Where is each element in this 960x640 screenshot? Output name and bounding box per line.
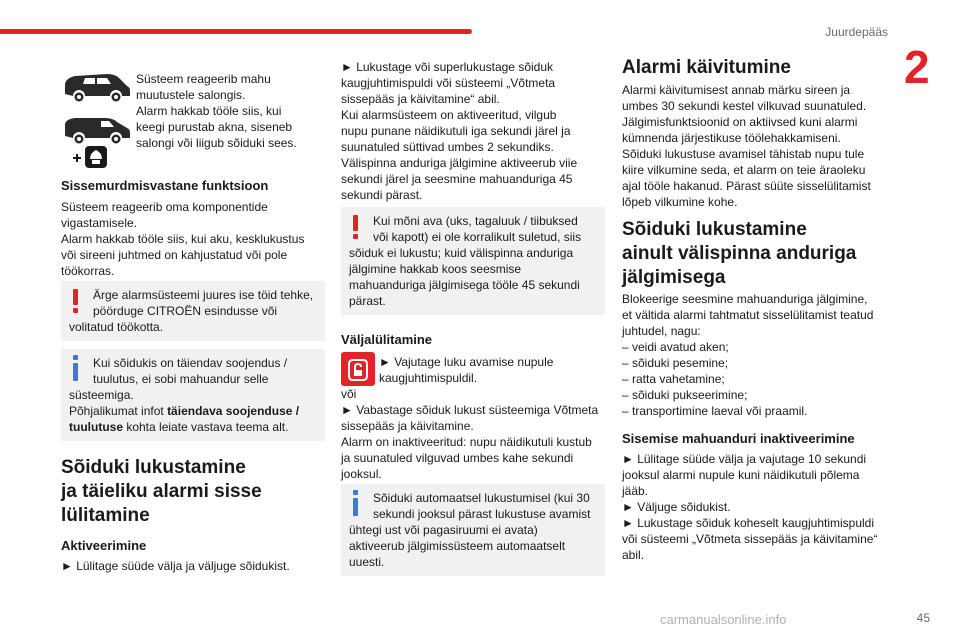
warning-icon <box>69 287 83 313</box>
warning-box-2: Kui mõni ava (uks, tagaluuk / tiibuksed või kapott) ei ole korralikult suletud, siis sõiduk ei lukustu; kuid välispinna anduriga jälgimine hakkab koos seesmise mahuanduriga jälgimisega tööle 45 sekundi pärast. <box>341 207 605 315</box>
anti-sabotage-heading: Sissemurdmisvastane funktsioon <box>61 178 269 193</box>
volumetric-sensor-text: Süsteem reageerib mahu muutustele salongis. Alarm hakkab tööle siis, kui keegi purustab akna, siseneb salongi või liigub sõiduki sees. <box>136 72 297 150</box>
remote-unlock-icon <box>341 352 375 386</box>
exterior-only-heading: Sõiduki lukustamine ainult välispinna anduriga jälgimisega <box>622 219 857 288</box>
info-icon <box>349 490 363 516</box>
deactivation-text: või ► Vabastage sõiduk lukust süsteemiga Võtmeta sissepääs ja käivitamine. Alarm on inaktiveeritud: nupu näidikutuli kustub ja suunatuled vilguvad umbes kahe sekundi jooksul. <box>341 387 599 481</box>
locking-text: ► Lukustage või superlukustage sõiduk kaugjuhtimispuldi või süsteemi „Võtmeta sissepääs ja käivitamine“ abil. Kui alarmsüsteem on aktiveeritud, vilgub nupu punane näidikutuli iga sekundi järel ja suunatuled süttivad umbes 2 sekundiks. Välispinna anduriga jälgimine aktiveerub viie sekundi järel ja seesmine mahuanduriga 45 sekundi pärast. <box>341 60 578 202</box>
watermark: carmanualsonline.info <box>660 612 787 627</box>
lock-full-alarm-heading: Sõiduki lukustamine ja täieliku alarmi sisse lülitamine <box>61 457 262 526</box>
van-side-icon-2 <box>61 112 133 146</box>
chapter-number: 2 <box>904 41 930 93</box>
alarm-trigger-heading: Alarmi käivitumine <box>622 57 791 78</box>
info-box-2: Sõiduki automaatsel lukustumisel (kui 30 sekundi jooksul pärast lukustuse avamist ühtegi ust või pagasiruumi ei avata) aktiveerub jälgimissüsteem automaatselt uuesti. <box>341 484 605 576</box>
section-title: Juurdepääs <box>825 25 888 39</box>
deactivation-heading: Väljalülitamine <box>341 332 433 347</box>
header-accent-bar <box>0 29 472 34</box>
page-number: 45 <box>916 611 930 625</box>
interior-deactivation-heading: Sisemise mahuanduri inaktiveerimine <box>622 431 855 446</box>
interior-deactivation-text: ► Lülitage süüde välja ja vajutage 10 sekundi jooksul alarmi nupule kuni näidikutuli põlema jääb. ► Väljuge sõidukist. ► Lukustage sõiduk koheselt kaugjuhtimispuldi või süsteemi „Võtmeta sissepääs ja käivitamine“ abil. <box>622 452 878 562</box>
alarm-plus-icon <box>71 144 111 168</box>
warning-box: Ärge alarmsüsteemi juures ise töid tehke, pöörduge CITROËN esindusse või volitatud töökotta. <box>61 281 325 341</box>
van-side-icon <box>61 70 133 104</box>
info-icon <box>69 355 83 381</box>
activation-text: ► Lülitage süüde välja ja väljuge sõidukist. <box>61 559 290 573</box>
activation-heading: Aktiveerimine <box>61 538 147 553</box>
warning-icon <box>349 213 363 239</box>
exterior-only-text: Blokeerige seesmine mahuanduriga jälgimine, et vältida alarmi tahtmatut sisselülitamist teatud juhtudel, nagu: – veidi avatud aken; – sõiduki pesemine; – ratta vahetamine; – sõiduki pukseerimine; – transportimine laeval või praamil. <box>622 292 874 418</box>
alarm-trigger-text: Alarmi käivitumisest annab märku sireen ja umbes 30 sekundi kestel vilkuvad suunatuled. Jälgimisfunktsioonid on aktiivsed kuni alarmi kümnenda järjestikuse töölehakkamiseni. Sõiduki lukustuse avamisel tähistab nupu tule kiire vilkumine seda, et alarm on teie äraoleku ajal tööle hakanud. Pärast süüte sisselülitamist lõpeb vilkumine kohe. <box>622 83 871 209</box>
info-box: Kui sõidukis on täiendav soojendus / tuulutus, ei sobi mahuandur selle süsteemiga. Põhjalikumat infot täiendava soojenduse / tuulutuse kohta leiate vastava teema alt. <box>61 349 325 441</box>
anti-sabotage-text: Süsteem reageerib oma komponentide vigastamisele. Alarm hakkab tööle siis, kui aku, kesklukustus või sireeni juhtmed on kahjustatud või pole töökorras. <box>61 200 305 278</box>
deactivation-button-text: ► Vajutage luku avamise nupule kaugjuhtimispuldil. <box>379 355 554 385</box>
